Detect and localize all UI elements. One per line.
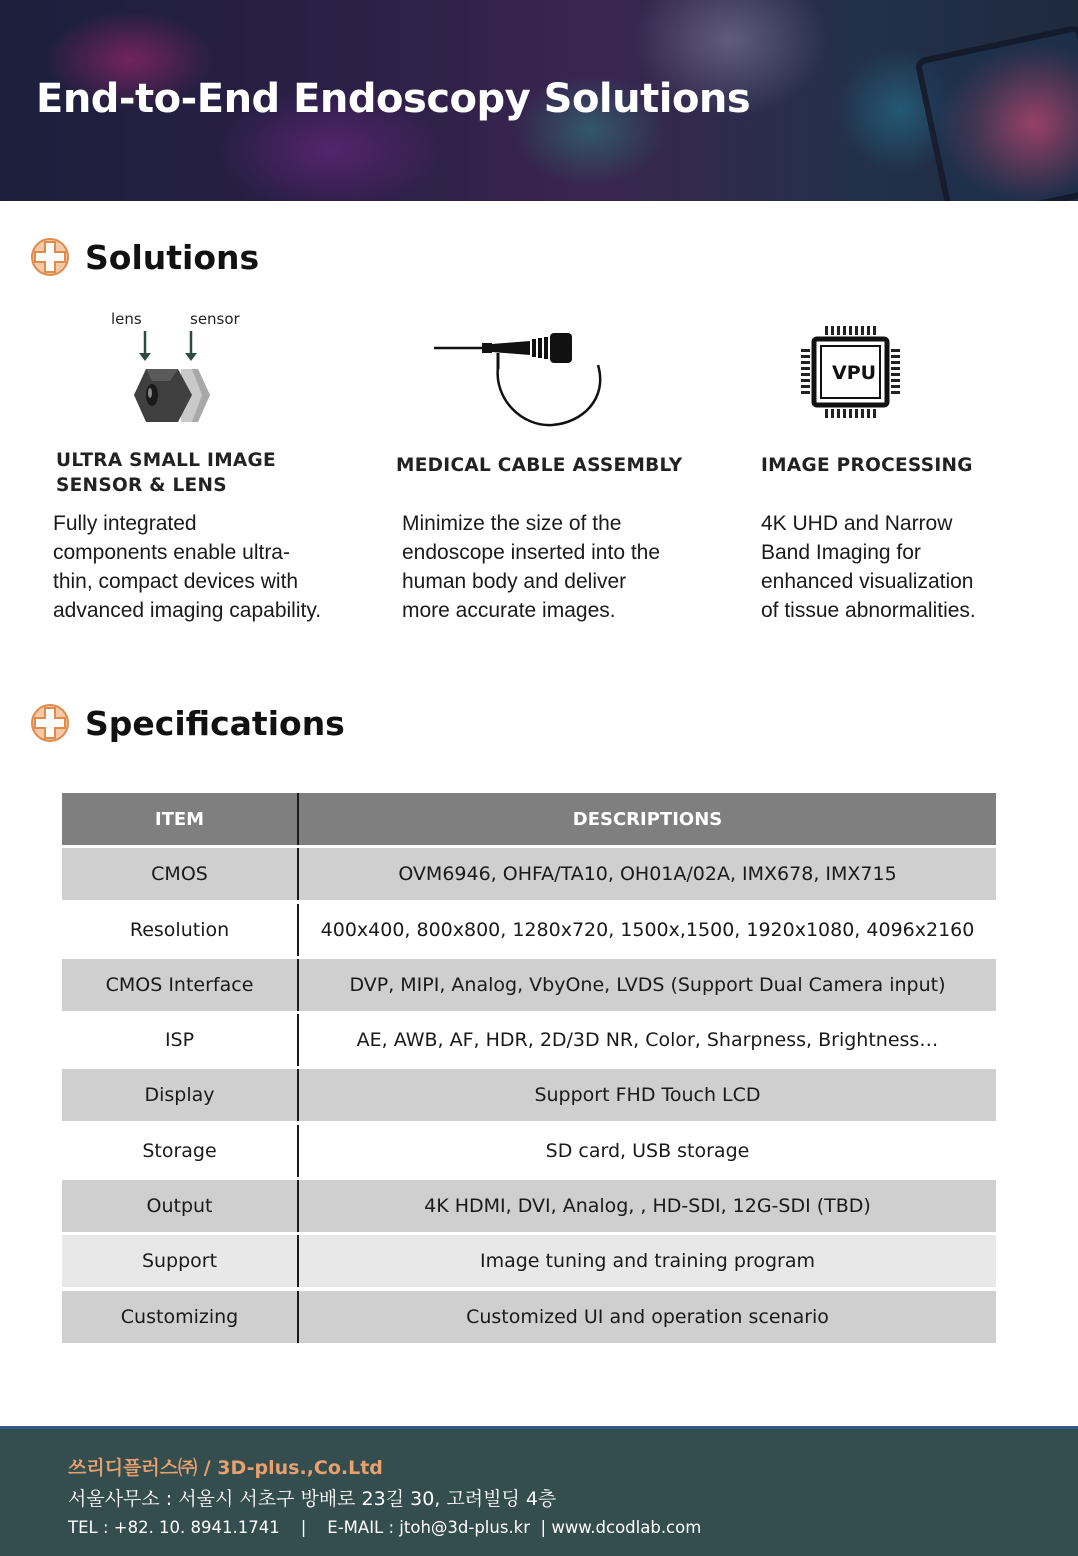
row-item: CMOS — [62, 848, 299, 900]
solutions-heading: Solutions — [85, 237, 260, 277]
vpu-illustration — [761, 305, 1041, 445]
desc-line: of tissue abnormalities. — [761, 599, 976, 622]
column-header-item: ITEM — [62, 793, 299, 845]
solution-desc-processing — [761, 509, 976, 625]
row-description: DVP, MIPI, Analog, VbyOne, LVDS (Support Dual Camera input) — [349, 973, 946, 996]
sensor-label: sensor — [190, 310, 240, 328]
contact-info: TEL : +82. 10. 8941.1741 | E-MAIL : jtoh@3d-plus.kr | www.dcodlab.com — [68, 1518, 702, 1537]
hero-banner — [0, 0, 1078, 201]
table-row — [62, 1235, 996, 1287]
table-header-row — [62, 793, 996, 845]
column-header-descriptions: DESCRIPTIONS — [572, 808, 723, 830]
table-row — [62, 959, 996, 1011]
endoscope-cable-icon — [432, 329, 612, 429]
medical-cross-icon — [30, 703, 70, 743]
table-row — [62, 1125, 996, 1177]
desc-line: more accurate images. — [402, 599, 616, 622]
table-row — [62, 1291, 996, 1343]
desc-line: advanced imaging capability. — [53, 599, 322, 622]
row-description: AE, AWB, AF, HDR, 2D/3D NR, Color, Sharpness, Brightness… — [356, 1029, 939, 1052]
row-description: 400x400, 800x800, 1280x720, 1500x,1500, 1920x1080, 4096x2160 — [320, 918, 975, 941]
table-row — [62, 1180, 996, 1232]
footer — [0, 1426, 1078, 1556]
solution-desc-sensor — [53, 509, 321, 625]
row-item: Output — [62, 1180, 299, 1232]
row-description: SD card, USB storage — [545, 1139, 750, 1162]
office-address: 서울사무소 : 서울시 서초구 방배로 23길 30, 고려빌딩 4층 — [68, 1488, 557, 1510]
solution-title-cable: MEDICAL CABLE ASSEMBLY — [396, 455, 683, 476]
sensor-lens-icon — [126, 329, 226, 439]
desc-line: Fully integrated — [53, 512, 197, 535]
vpu-label: VPU — [832, 362, 877, 384]
row-item: Support — [62, 1235, 299, 1287]
desc-line: thin, compact devices with — [53, 570, 299, 593]
solutions-heading-row — [30, 237, 259, 277]
solution-desc-cable — [402, 509, 660, 625]
page-title: End-to-End Endoscopy Solutions — [36, 76, 751, 122]
solution-title-sensor — [56, 448, 356, 498]
table-row — [62, 848, 996, 900]
desc-line: endoscope inserted into the — [402, 541, 661, 564]
specifications-table — [62, 793, 996, 1346]
desc-line: Minimize the size of the — [402, 512, 622, 535]
row-item: ISP — [62, 1014, 299, 1066]
row-item: Storage — [62, 1125, 299, 1177]
table-row — [62, 1014, 996, 1066]
row-description: Customized UI and operation scenario — [466, 1305, 829, 1328]
desc-line: human body and deliver — [402, 570, 627, 593]
desc-line: 4K UHD and Narrow — [761, 512, 953, 535]
medical-cross-icon — [30, 237, 70, 277]
row-item: Display — [62, 1069, 299, 1121]
row-item: Customizing — [62, 1291, 299, 1343]
monitor-image — [914, 24, 1078, 201]
lens-label: lens — [111, 310, 142, 328]
specifications-heading: Specifications — [85, 703, 345, 743]
solution-card-cable — [396, 305, 696, 478]
row-item: CMOS Interface — [62, 959, 299, 1011]
table-row — [62, 1069, 996, 1121]
row-item: Resolution — [62, 904, 299, 956]
desc-line: Band Imaging for — [761, 541, 921, 564]
sensor-lens-illustration — [56, 305, 356, 445]
desc-line: components enable ultra- — [53, 541, 290, 564]
solution-card-processing — [761, 305, 1041, 478]
solution-card-sensor — [56, 305, 356, 498]
row-description: Image tuning and training program — [479, 1250, 816, 1273]
cable-illustration — [396, 305, 696, 445]
solution-title-line: SENSOR & LENS — [56, 475, 227, 496]
row-description: OVM6946, OHFA/TA10, OH01A/02A, IMX678, IMX715 — [398, 863, 897, 886]
row-description: Support FHD Touch LCD — [534, 1084, 761, 1107]
desc-line: enhanced visualization — [761, 570, 974, 593]
row-description: 4K HDMI, DVI, Analog, , HD-SDI, 12G-SDI (TBD) — [424, 1195, 871, 1218]
solution-title-line: ULTRA SMALL IMAGE — [56, 450, 276, 471]
specifications-heading-row — [30, 703, 345, 743]
company-name: 쓰리디플러스㈜ / 3D-plus.,Co.Ltd — [68, 1457, 383, 1479]
table-row — [62, 904, 996, 956]
solution-title-processing: IMAGE PROCESSING — [761, 455, 973, 476]
